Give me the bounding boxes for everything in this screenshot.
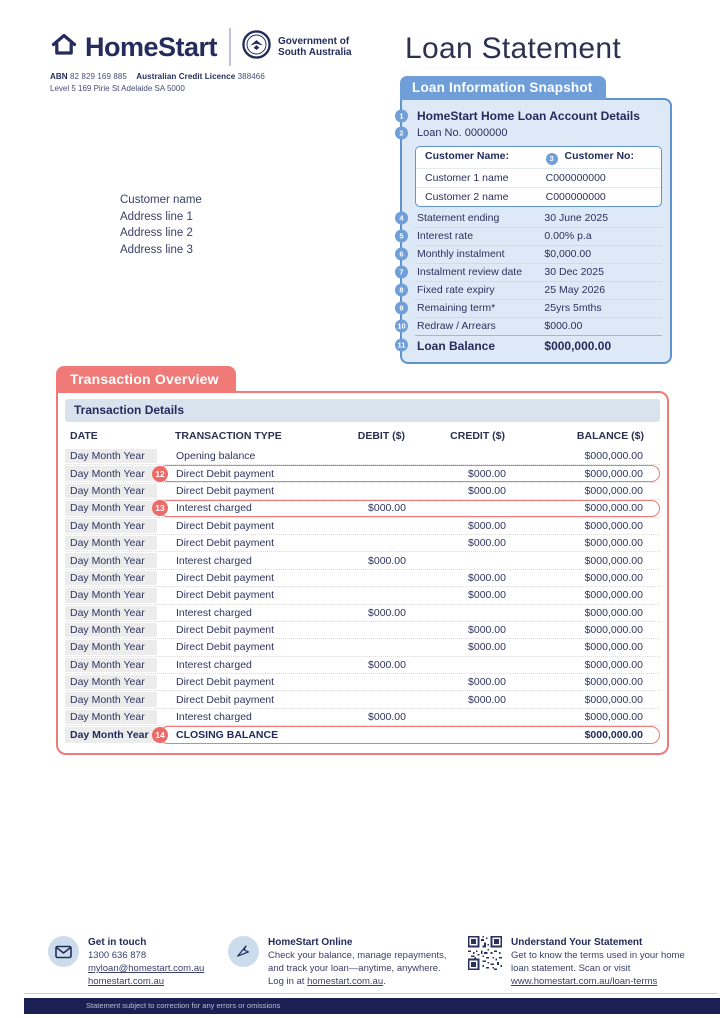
txn-pill xyxy=(159,587,660,603)
row-value: $000,000.00 xyxy=(544,339,612,353)
transaction-row xyxy=(65,587,660,604)
col-header-date: DATE xyxy=(70,430,98,442)
txn-pill xyxy=(159,483,660,499)
customer-no-header: 3 Customer No: xyxy=(546,150,657,165)
transaction-row xyxy=(65,483,660,500)
transaction-row xyxy=(65,657,660,674)
txn-pill xyxy=(159,448,660,464)
txn-balance: $000,000.00 xyxy=(584,502,643,515)
row-number-badge: 4 xyxy=(395,212,408,225)
number-badge-3: 3 xyxy=(546,153,558,165)
txn-pill xyxy=(159,622,660,638)
recipient-address-line: Address line 1 xyxy=(120,210,193,223)
transaction-row xyxy=(65,622,660,639)
row-label: Instalment review date xyxy=(417,266,523,278)
txn-date: Day Month Year xyxy=(65,449,157,463)
transaction-overview-tab: Transaction Overview xyxy=(56,366,236,393)
txn-pill xyxy=(155,726,660,743)
snapshot-row xyxy=(399,263,662,281)
snapshot-row xyxy=(399,227,662,245)
row-label: Loan Balance xyxy=(417,339,496,353)
transaction-details-subtitle: Transaction Details xyxy=(65,399,660,422)
online-login-link[interactable]: homestart.com.au xyxy=(307,976,384,987)
gov-sa-emblem-icon xyxy=(241,29,272,65)
recipient-address-line: Address line 2 xyxy=(120,227,193,239)
txn-balance: $000,000.00 xyxy=(584,658,643,671)
online-body-line: Check your balance, manage repayments, xyxy=(268,950,447,961)
transaction-table-header xyxy=(65,422,660,448)
col-header-debit: DEBIT ($) xyxy=(357,430,405,442)
customer-table-header xyxy=(416,147,661,169)
row-value: 30 Dec 2025 xyxy=(544,266,604,278)
txn-type: Interest charged xyxy=(176,554,252,567)
txn-debit: $000.00 xyxy=(368,502,406,515)
snapshot-box xyxy=(397,98,672,364)
txn-date: Day Month Year xyxy=(65,519,157,533)
transaction-row xyxy=(65,500,660,517)
row-value: 30 June 2025 xyxy=(544,212,609,224)
row-label: Statement ending xyxy=(417,212,500,224)
txn-date: Day Month Year xyxy=(65,623,157,637)
snapshot-row xyxy=(399,210,662,227)
txn-credit: $000.00 xyxy=(468,571,506,584)
snapshot-row xyxy=(399,299,662,317)
abn-licence-line: ABN 82 829 169 885 Australian Credit Licence 388466 xyxy=(50,72,265,81)
txn-balance: $000,000.00 xyxy=(584,519,643,532)
row-number-badge: 6 xyxy=(395,248,408,261)
txn-balance: $000,000.00 xyxy=(584,467,643,480)
txn-debit: $000.00 xyxy=(368,711,406,724)
txn-balance: $000,000.00 xyxy=(584,484,643,497)
txn-type: CLOSING BALANCE xyxy=(176,728,279,741)
txn-credit: $000.00 xyxy=(468,624,506,637)
transaction-row xyxy=(65,605,660,622)
txn-date: Day Month Year xyxy=(65,658,157,672)
transaction-row xyxy=(65,570,660,587)
txn-type: Interest charged xyxy=(176,658,252,671)
txn-date: Day Month Year xyxy=(65,727,157,742)
row-label: Remaining term* xyxy=(417,302,496,314)
page-title: Loan Statement xyxy=(405,32,622,65)
row-value: 25yrs 5mths xyxy=(544,302,602,314)
txn-pill xyxy=(159,709,660,725)
row-value: 25 May 2026 xyxy=(544,284,606,296)
homestart-house-icon xyxy=(50,32,78,62)
contact-phone: 1300 636 878 xyxy=(88,950,147,961)
cursor-icon xyxy=(228,936,259,967)
row-value: $0,000.00 xyxy=(544,248,592,260)
transaction-box xyxy=(56,391,669,755)
number-badge-2: 2 xyxy=(395,127,408,140)
txn-pill xyxy=(159,691,660,707)
col-header-credit: CREDIT ($) xyxy=(450,430,505,442)
txn-pill xyxy=(159,657,660,673)
row-number-badge: 7 xyxy=(395,266,408,279)
txn-date: Day Month Year xyxy=(65,588,157,602)
txn-pill xyxy=(155,465,660,481)
snapshot-tab-title: Loan Information Snapshot xyxy=(400,76,606,100)
qr-code xyxy=(468,936,502,970)
txn-credit: $000.00 xyxy=(468,484,506,497)
txn-pill xyxy=(159,639,660,655)
transaction-overview xyxy=(56,366,669,755)
customer-name-cell: Customer 2 name xyxy=(425,190,509,203)
txn-balance: $000,000.00 xyxy=(584,537,643,550)
txn-number-badge: 14 xyxy=(152,727,168,743)
customer-name-header: Customer Name: xyxy=(425,150,510,162)
customer-table-body xyxy=(416,169,661,206)
row-label: Fixed rate expiry xyxy=(417,284,495,296)
recipient-address-block xyxy=(120,192,202,258)
customer-row xyxy=(416,169,661,188)
txn-type: Interest charged xyxy=(176,606,252,619)
txn-type: Direct Debit payment xyxy=(176,467,275,480)
txn-date: Day Month Year xyxy=(65,501,157,515)
row-label: Redraw / Arrears xyxy=(417,320,496,332)
recipient-address-line: Address line 3 xyxy=(120,243,193,256)
row-number-badge: 9 xyxy=(395,302,408,315)
transaction-row xyxy=(65,691,660,708)
row-number-badge: 10 xyxy=(395,320,408,333)
txn-balance: $000,000.00 xyxy=(584,711,643,724)
txn-date: Day Month Year xyxy=(65,484,157,498)
txn-type: Direct Debit payment xyxy=(176,519,275,532)
txn-balance: $000,000.00 xyxy=(584,693,643,706)
txn-balance: $000,000.00 xyxy=(584,554,643,567)
txn-balance: $000,000.00 xyxy=(584,728,643,741)
txn-pill xyxy=(159,535,660,551)
txn-date: Day Month Year xyxy=(65,466,157,480)
txn-date: Day Month Year xyxy=(65,675,157,689)
online-title: HomeStart Online xyxy=(268,937,353,948)
snapshot-row xyxy=(397,317,662,335)
contact-email-link[interactable]: myloan@homestart.com.au xyxy=(88,963,205,974)
txn-debit: $000.00 xyxy=(368,658,406,671)
row-value: 0.00% p.a xyxy=(544,230,592,242)
txn-type: Direct Debit payment xyxy=(176,484,275,497)
contact-website-link[interactable]: homestart.com.au xyxy=(88,976,165,987)
txn-credit: $000.00 xyxy=(468,519,506,532)
snapshot-row xyxy=(399,281,662,299)
txn-balance: $000,000.00 xyxy=(584,624,643,637)
txn-date: Day Month Year xyxy=(65,606,157,620)
online-body-line: and track your loan—anytime, anywhere. xyxy=(268,963,441,974)
contact-title: Get in touch xyxy=(88,937,147,948)
txn-pill xyxy=(159,518,660,534)
disclaimer-bar: Statement subject to correction for any errors or omissions xyxy=(24,998,720,1014)
txn-date: Day Month Year xyxy=(65,710,157,724)
txn-type: Direct Debit payment xyxy=(176,641,275,654)
txn-type: Direct Debit payment xyxy=(176,693,275,706)
loan-information-snapshot xyxy=(397,76,672,364)
recipient-name: Customer name xyxy=(120,194,202,206)
loan-terms-link[interactable]: www.homestart.com.au/loan-terms xyxy=(511,976,658,987)
gov-sa-logo xyxy=(241,29,352,65)
understand-body-line: loan statement. Scan or visit xyxy=(511,963,631,974)
customer-no-cell: C000000000 xyxy=(545,190,606,203)
txn-balance: $000,000.00 xyxy=(584,606,643,619)
txn-date: Day Month Year xyxy=(65,536,157,550)
row-number-badge: 11 xyxy=(395,339,408,352)
txn-pill xyxy=(159,605,660,621)
txn-type: Interest charged xyxy=(176,711,252,724)
loan-number-line: 2 Loan No. 0000000 xyxy=(415,125,662,141)
footer-understand-statement xyxy=(468,936,685,988)
txn-date: Day Month Year xyxy=(65,692,157,706)
txn-type: Direct Debit payment xyxy=(176,537,275,550)
txn-number-badge: 12 xyxy=(152,466,168,482)
transaction-row xyxy=(65,465,660,482)
row-value: $000.00 xyxy=(544,320,583,332)
snapshot-rows xyxy=(397,210,662,356)
txn-pill xyxy=(159,552,660,568)
txn-credit: $000.00 xyxy=(468,537,506,550)
transaction-row xyxy=(65,552,660,569)
txn-pill xyxy=(159,674,660,690)
txn-balance: $000,000.00 xyxy=(584,571,643,584)
footer-homestart-online xyxy=(228,936,447,988)
row-label: Interest rate xyxy=(417,230,474,242)
logo-divider xyxy=(229,28,231,66)
transaction-row xyxy=(65,639,660,656)
txn-credit: $000.00 xyxy=(468,641,506,654)
envelope-icon xyxy=(48,936,79,967)
txn-type: Direct Debit payment xyxy=(176,624,275,637)
txn-balance: $000,000.00 xyxy=(584,450,643,463)
row-number-badge: 8 xyxy=(395,284,408,297)
account-details-title: 1 HomeStart Home Loan Account Details xyxy=(415,106,662,125)
transaction-row xyxy=(65,674,660,691)
office-address: Level 5 169 Pirie St Adelaide SA 5000 xyxy=(50,84,185,93)
txn-credit: $000.00 xyxy=(468,693,506,706)
online-login-line: Log in at homestart.com.au. xyxy=(268,976,386,987)
understand-title: Understand Your Statement xyxy=(511,937,643,948)
txn-pill xyxy=(159,570,660,586)
txn-debit: $000.00 xyxy=(368,554,406,567)
transaction-row xyxy=(65,535,660,552)
footer-divider xyxy=(24,993,717,994)
brand-name: HomeStart xyxy=(85,31,218,62)
txn-credit: $000.00 xyxy=(468,467,506,480)
txn-type: Direct Debit payment xyxy=(176,571,275,584)
txn-balance: $000,000.00 xyxy=(584,641,643,654)
txn-credit: $000.00 xyxy=(468,589,506,602)
customer-table xyxy=(415,146,662,207)
transaction-row xyxy=(65,448,660,465)
txn-pill xyxy=(155,500,660,516)
txn-date: Day Month Year xyxy=(65,571,157,585)
transaction-table-body xyxy=(65,448,660,744)
snapshot-row xyxy=(397,335,662,356)
row-label: Monthly instalment xyxy=(417,248,505,260)
txn-balance: $000,000.00 xyxy=(584,589,643,602)
col-header-balance: BALANCE ($) xyxy=(576,430,644,442)
gov-sa-text: Government of South Australia xyxy=(278,36,352,58)
txn-credit: $000.00 xyxy=(468,676,506,689)
footer-get-in-touch xyxy=(48,936,204,988)
header-logos xyxy=(50,28,352,66)
txn-debit: $000.00 xyxy=(368,606,406,619)
txn-date: Day Month Year xyxy=(65,640,157,654)
txn-type: Direct Debit payment xyxy=(176,589,275,602)
transaction-row xyxy=(65,726,660,743)
txn-date: Day Month Year xyxy=(65,553,157,567)
transaction-row xyxy=(65,709,660,726)
txn-type: Opening balance xyxy=(176,450,256,463)
col-header-type: TRANSACTION TYPE xyxy=(175,430,282,442)
txn-balance: $000,000.00 xyxy=(584,676,643,689)
customer-no-cell: C000000000 xyxy=(545,171,606,184)
snapshot-row xyxy=(399,245,662,263)
txn-type: Direct Debit payment xyxy=(176,676,275,689)
txn-number-badge: 13 xyxy=(152,500,168,516)
txn-type: Interest charged xyxy=(176,502,252,515)
number-badge-1: 1 xyxy=(395,109,408,122)
transaction-row xyxy=(65,518,660,535)
customer-row xyxy=(416,188,661,206)
customer-name-cell: Customer 1 name xyxy=(425,171,509,184)
understand-body-line: Get to know the terms used in your home xyxy=(511,950,685,961)
row-number-badge: 5 xyxy=(395,230,408,243)
